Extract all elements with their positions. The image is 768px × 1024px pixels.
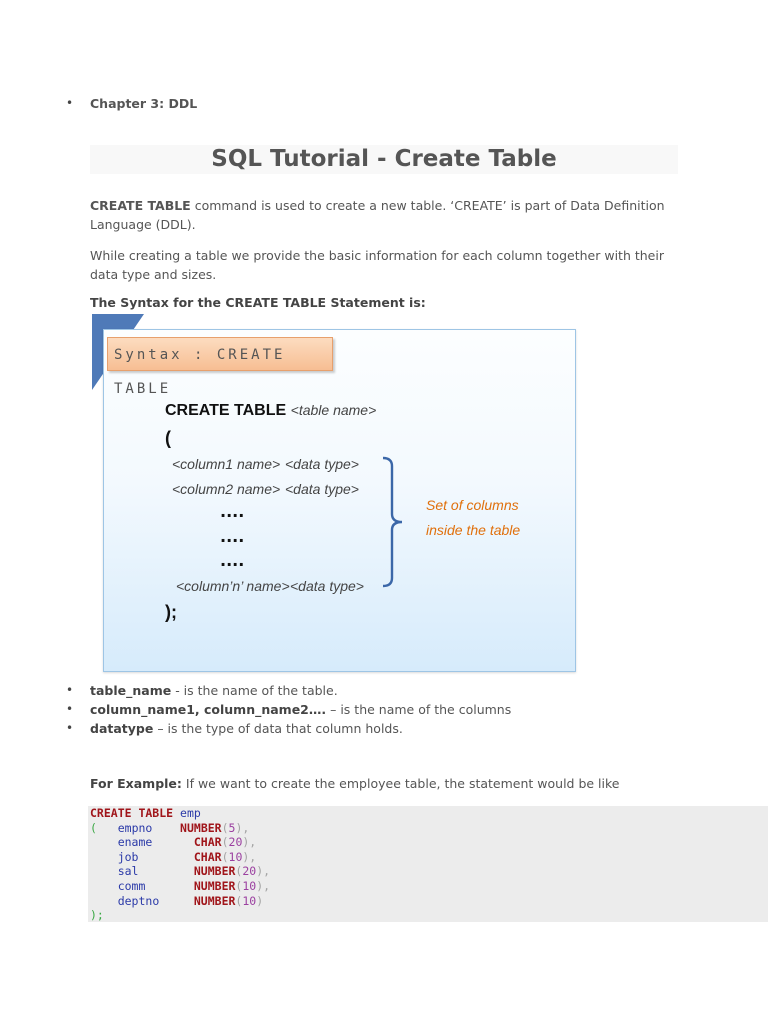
code-table-name: emp [180,806,201,820]
chapter-label: Chapter 3: DDL [90,96,198,111]
example-label: For Example: [90,776,182,791]
info-paragraph: While creating a table we provide the basic information for each column together with their data type and sizes. [90,248,664,282]
diagram-row2-type: <data type> [285,481,359,497]
code-col-type: CHAR [193,849,222,864]
list-item [90,681,338,700]
code-block [88,806,768,922]
code-col-name: ename [117,835,153,850]
code-col-size: 10 [228,849,243,864]
diagram-note-line1: Set of columns [426,497,519,513]
diagram-last-col: <column’n’ name> [176,578,290,594]
code-col-size: 20 [242,864,257,879]
code-col-name: comm [117,878,146,893]
diagram-create-keyword [165,402,376,420]
code-col-name: empno [117,820,153,835]
code-col-type: NUMBER [180,820,222,835]
diagram-note-line2: inside the table [426,522,521,538]
diagram-last-type: <data type> [290,578,364,594]
code-col-type: NUMBER [193,893,236,908]
create-table-keyword: CREATE TABLE [90,198,191,213]
list-term: table_name [90,683,172,698]
list-desc: – is the name of the columns [326,702,512,717]
list-term: datatype [90,721,154,736]
code-keyword: CREATE TABLE [90,806,174,820]
code-col-name: deptno [117,893,160,908]
code-col-name: sal [117,864,139,879]
bullet-icon: • [66,96,74,110]
intro-text: command is used to create a new table. ‘CREATE’ is part of Data Definition Language (DDL). [90,198,665,232]
diagram-dots-3: .... [220,551,245,570]
diagram-dots-2: .... [220,527,245,546]
diagram-dots-1: .... [220,502,245,521]
example-text: If we want to create the employee table, the statement would be like [181,776,620,791]
example-paragraph [90,776,619,791]
code-col-type: NUMBER [193,864,236,879]
code-col-size: 20 [228,835,243,850]
code-col-name: job [117,849,139,864]
diagram-close: ); [165,602,177,622]
code-col-type: CHAR [193,835,222,850]
code-col-size: 10 [242,893,257,908]
code-pre: CREATE TABLE emp ( empno NUMBER(5), ename CHAR(20), job CHAR(10), sal NUMBER(20), comm NUMBER(10), deptno NUMBER(10) ); [90,806,271,923]
list-desc: - is the name of the table. [171,683,338,698]
diagram-row2-col: <column2 name> [172,481,281,497]
code-close: ); [90,908,104,923]
syntax-label-box: Syntax : CREATE TABLE [107,337,333,371]
diagram-table-placeholder: <table name> [290,402,377,418]
intro-paragraph [90,196,680,234]
brace-icon [380,456,406,588]
diagram-row1-type: <data type> [285,456,359,472]
syntax-heading: The Syntax for the CREATE TABLE Statement is: [90,295,426,310]
diagram-open-paren: ( [165,428,171,448]
list-item [90,700,511,719]
code-col-size: 5 [228,820,236,835]
page-title: SQL Tutorial - Create Table [211,146,557,172]
list-term: column_name1, column_name2…. [90,702,327,717]
diagram-keyword: CREATE TABLE [165,402,287,419]
bullet-icon: • [66,683,74,697]
list-item [90,719,403,738]
code-col-type: NUMBER [193,878,236,893]
bullet-icon: • [66,721,74,735]
code-col-size: 10 [242,878,257,893]
bullet-icon: • [66,702,74,716]
list-desc: – is the type of data that column holds. [153,721,403,736]
diagram-row1-col: <column1 name> [172,456,281,472]
